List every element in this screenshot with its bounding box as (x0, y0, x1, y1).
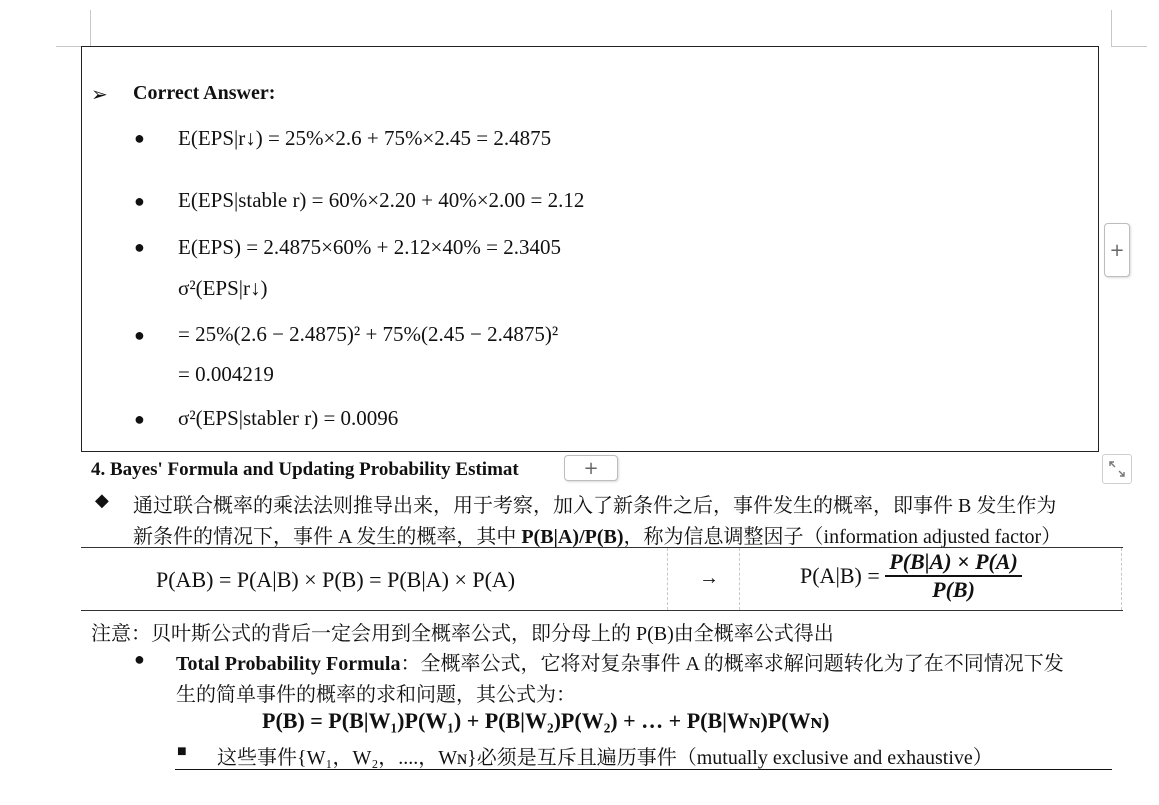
plus-icon: + (583, 457, 599, 479)
bayes-formula (800, 549, 1022, 603)
joint-probability-formula: P(AB) = P(A|B) × P(B) = P(B|A) × P(A) (156, 567, 516, 592)
crop-mark-top-left-vertical (90, 10, 91, 46)
bullet-icon: ● (134, 128, 145, 148)
total-prob-label: Total Probability Formula (176, 653, 401, 675)
correct-answer-heading: Correct Answer: (133, 82, 276, 104)
resize-button[interactable] (1102, 454, 1132, 484)
fraction-denominator: P(B) (932, 577, 975, 602)
total-prob-desc: ：全概率公式，它将对复杂事件 A 的概率求解问题转化为了在不同情况下发 (400, 653, 1064, 675)
info-adjust-factor: P(B|A)/P(B) (521, 526, 624, 548)
bayes-paragraph-line-2-start: 新条件的情况下，事件 A 发生的概率，其中 (133, 526, 522, 548)
answer-line-5: = 25%(2.6 − 2.4875)² + 75%(2.45 − 2.4875)² (178, 322, 559, 346)
answer-line-1: E(EPS|r↓) = 25%×2.6 + 75%×2.45 = 2.4875 (178, 126, 552, 150)
bayes-paragraph-line-2-end: ，称为信息调整因子（information adjusted factor） (623, 526, 1062, 548)
bayes-fraction (885, 549, 1022, 603)
answer-line-2: E(EPS|stable r) = 60%×2.20 + 40%×2.00 = 2.12 (178, 188, 585, 212)
bayes-paragraph-line-1: 通过联合概率的乘法法则推导出来，用于考察，加入了新条件之后，事件发生的概率，即事件 B 发生作为 (133, 495, 1057, 517)
note-text: 注意：贝叶斯公式的背后一定会用到全概率公式，即分母上的 P(B)由全概率公式得出 (91, 623, 834, 645)
bullet-icon: ● (134, 191, 145, 211)
total-prob-formula: P(B) = P(B|W₁)P(W₁) + P(B|W₂)P(W₂) + … + P(B|Wɴ)P(Wɴ) (262, 708, 830, 733)
bullet-icon: ● (134, 237, 145, 257)
answer-line-4: σ²(EPS|r↓) (178, 276, 268, 300)
bullet-icon: ● (134, 325, 145, 345)
table-cell-divider (1121, 548, 1122, 610)
plus-icon: + (1109, 239, 1125, 261)
fraction-numerator: P(B|A) × P(A) (885, 549, 1022, 577)
arrow-bullet-icon: ➢ (91, 84, 108, 106)
expand-icon (1108, 460, 1126, 478)
table-cell-divider (667, 548, 668, 610)
crop-mark-top-right-vertical (1111, 10, 1112, 46)
add-inline-button[interactable] (564, 455, 618, 481)
section-divider (175, 769, 1112, 770)
right-arrow-icon: → (699, 567, 719, 589)
add-side-button[interactable] (1104, 223, 1130, 277)
section-4-title: 4. Bayes' Formula and Updating Probability Estimat (91, 459, 519, 480)
total-prob-line-1 (176, 647, 1064, 676)
bullet-icon: ● (134, 649, 145, 669)
diamond-bullet-icon: ◆ (95, 490, 109, 510)
bayes-formula-lhs: P(A|B) = (800, 563, 880, 588)
table-cell-divider (739, 548, 740, 610)
answer-line-7: σ²(EPS|stabler r) = 0.0096 (178, 406, 399, 430)
answer-line-6: = 0.004219 (178, 362, 274, 386)
bayes-paragraph-line-2 (133, 520, 1061, 549)
bullet-icon: ● (134, 409, 145, 429)
crop-mark-top-right-horizontal (1111, 46, 1147, 47)
exclusive-events-note: 这些事件{W₁，W₂，....，Wɴ}必须是互斥且遍历事件（mutually exclusive and exhaustive） (217, 747, 993, 769)
square-bullet-icon: ■ (177, 743, 187, 760)
answer-line-3: E(EPS) = 2.4875×60% + 2.12×40% = 2.3405 (178, 235, 561, 259)
total-prob-line-2: 生的简单事件的概率的求和问题，其公式为： (176, 684, 576, 706)
